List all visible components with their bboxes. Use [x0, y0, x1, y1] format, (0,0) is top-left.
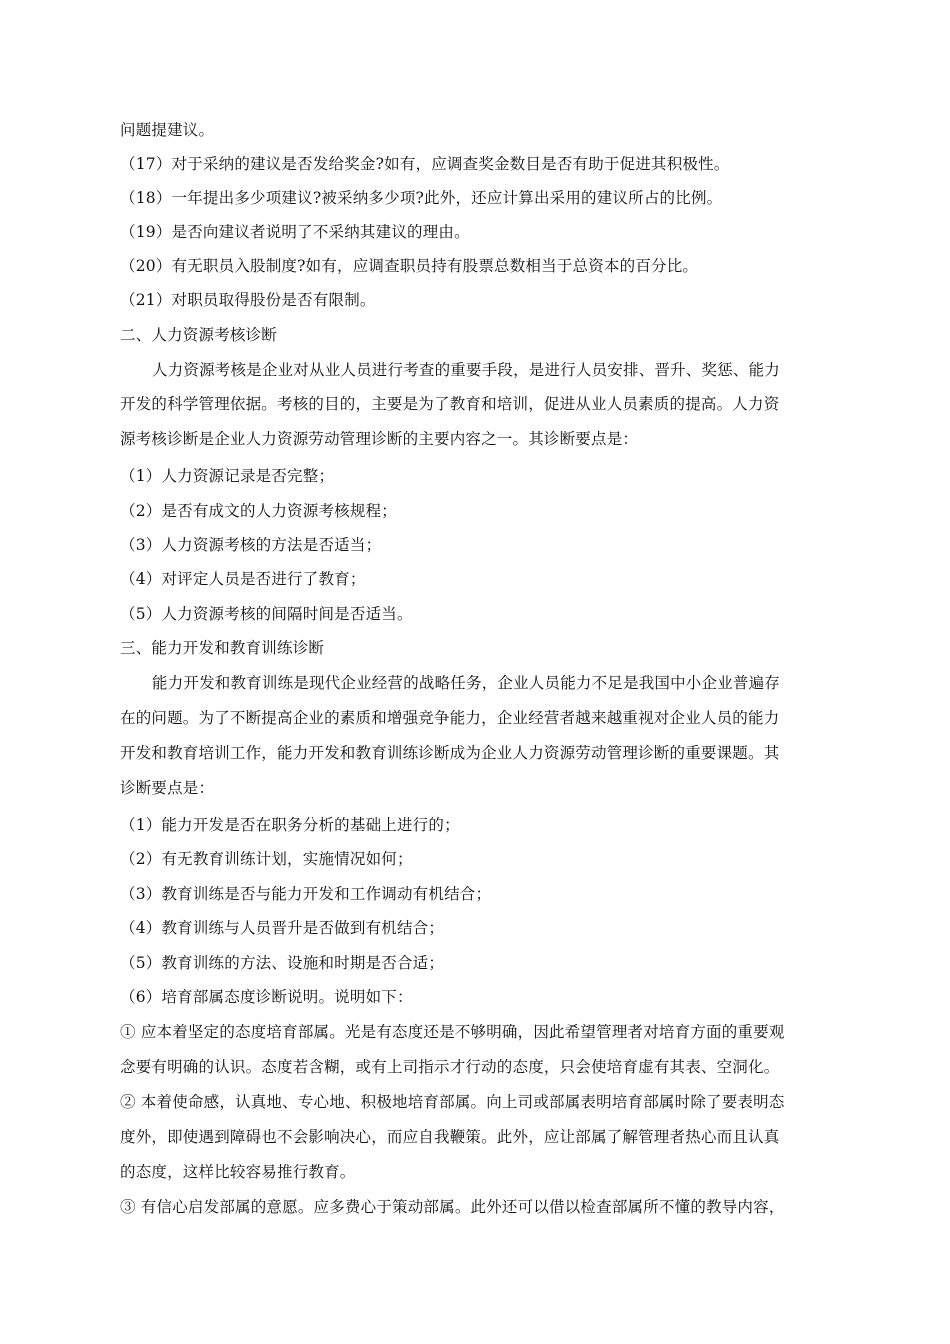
list-item: （1）能力开发是否在职务分析的基础上进行的；: [120, 816, 460, 834]
list-item: （5）人力资源考核的间隔时间是否适当。: [120, 605, 413, 623]
list-item: （17）对于采纳的建议是否发给奖金?如有，应调查奖金数目是否有助于促进其积极性。: [120, 155, 730, 173]
list-item: （3）教育训练是否与能力开发和工作调动有机结合；: [120, 885, 492, 903]
section-heading: 二、人力资源考核诊断: [120, 326, 278, 344]
paragraph-line: 源考核诊断是企业人力资源劳动管理诊断的主要内容之一。其诊断要点是：: [120, 430, 639, 448]
paragraph-line: 开发和教育培训工作，能力开发和教育训练诊断成为企业人力资源劳动管理诊断的重要课题。其: [120, 744, 780, 762]
paragraph-line: 开发的科学管理依据。考核的目的，主要是为了教育和培训，促进从业人员素质的提高。人力资: [120, 395, 780, 413]
list-item: （19）是否向建议者说明了不采纳其建议的理由。: [120, 223, 470, 241]
paragraph-line: 人力资源考核是企业对从业人员进行考查的重要手段，是进行人员安排、晋升、奖惩、能力: [152, 361, 781, 379]
list-item: （2）是否有成文的人力资源考核规程；: [120, 502, 397, 520]
list-item: （18）一年提出多少项建议?被采纳多少项?此外，还应计算出采用的建议所占的比例。: [120, 189, 723, 207]
paragraph-line: 诊断要点是：: [120, 779, 215, 797]
list-item: （1）人力资源记录是否完整；: [120, 467, 335, 485]
list-item: （4）教育训练与人员晋升是否做到有机结合；: [120, 919, 445, 937]
paragraph-line: 念要有明确的认识。态度若含糊，或有上司指示才行动的态度，只会使培育虚有其表、空洞化。: [120, 1058, 780, 1076]
text-line: 问题提建议。: [120, 121, 215, 139]
section-heading: 三、能力开发和教育训练诊断: [120, 639, 325, 657]
paragraph-line: ① 应本着坚定的态度培育部属。光是有态度还是不够明确，因此希望管理者对培育方面的重要观: [120, 1023, 785, 1041]
list-item: （2）有无教育训练计划，实施情况如何；: [120, 850, 413, 868]
paragraph-line: 在的问题。为了不断提高企业的素质和增强竞争能力，企业经营者越来越重视对企业人员的能力: [120, 709, 780, 727]
list-item: （3）人力资源考核的方法是否适当；: [120, 536, 382, 554]
paragraph-line: ② 本着使命感，认真地、专心地、积极地培育部属。向上司或部属表明培育部属时除了要表明态: [120, 1093, 785, 1111]
list-item: （5）教育训练的方法、设施和时期是否合适；: [120, 954, 445, 972]
list-item: （20）有无职员入股制度?如有，应调查职员持有股票总数相当于总资本的百分比。: [120, 257, 699, 275]
list-item: （4）对评定人员是否进行了教育；: [120, 570, 366, 588]
paragraph-line: 的态度，这样比较容易推行教育。: [120, 1163, 356, 1181]
paragraph-line: ③ 有信心启发部属的意愿。应多费心于策动部属。此外还可以借以检查部属所不懂的教导内容，: [120, 1198, 785, 1216]
paragraph-line: 度外，即使遇到障碍也不会影响决心，而应自我鞭策。此外，应让部属了解管理者热心而且认真: [120, 1128, 780, 1146]
list-item: （21）对职员取得股份是否有限制。: [120, 291, 376, 309]
paragraph-line: 能力开发和教育训练是现代企业经营的战略任务，企业人员能力不足是我国中小企业普遍存: [152, 674, 781, 692]
list-item: （6）培育部属态度诊断说明。说明如下：: [120, 988, 413, 1006]
